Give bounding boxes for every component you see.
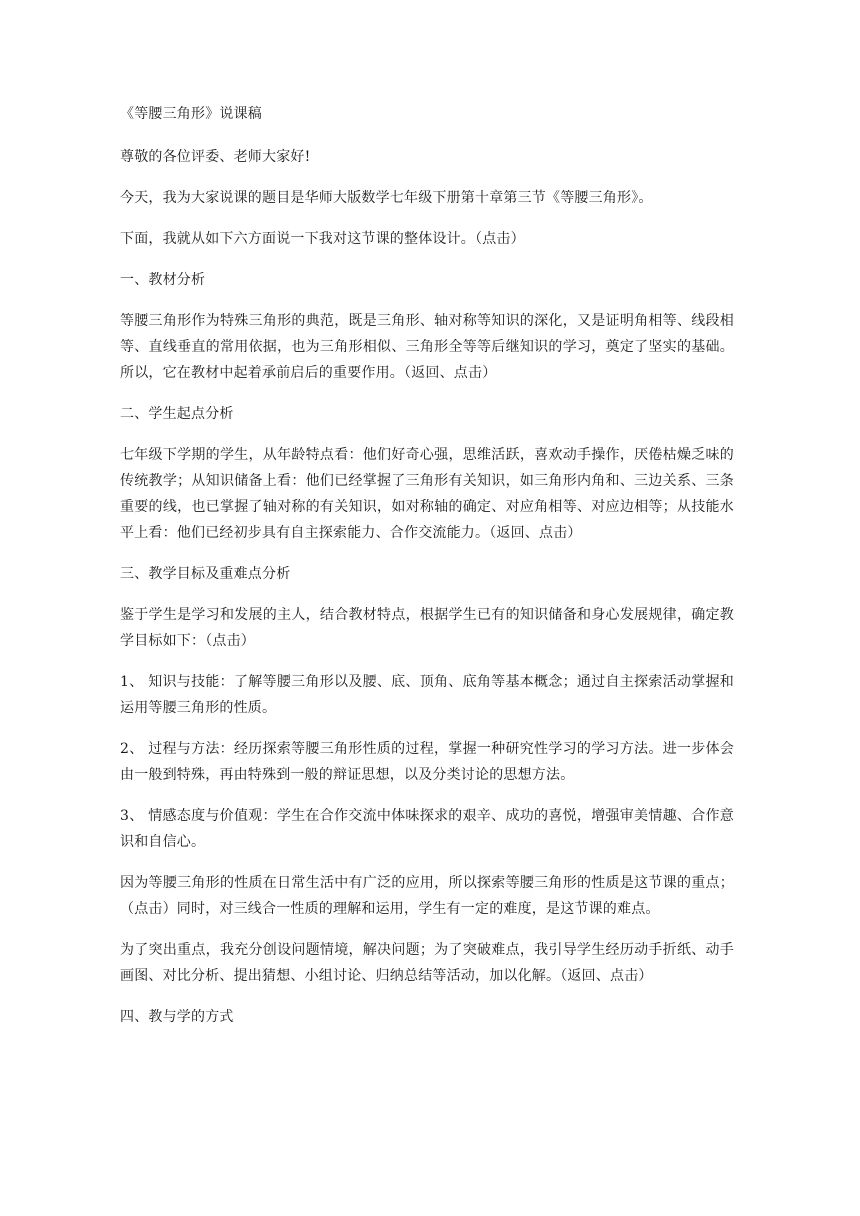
strategy-paragraph: 为了突出重点，我充分创设问题情境，解决问题；为了突破难点，我引导学生经历动手折纸、动手画图、对比分析、提出猜想、小组讨论、归纳总结等活动，加以化解。（返回、点击） xyxy=(120,942,734,984)
section-heading-student-analysis: 二、学生起点分析 xyxy=(120,406,234,422)
key-difficult-points-paragraph: 因为等腰三角形的性质在日常生活中有广泛的应用，所以探索等腰三角形的性质是这节课的重点；（点击）同时，对三线合一性质的理解和运用，学生有一定的难度，是这节课的难点。 xyxy=(120,875,734,917)
greeting-paragraph: 尊敬的各位评委、老师大家好! xyxy=(120,149,311,165)
goal-item-knowledge: 1、 知识与技能：了解等腰三角形以及腰、底、顶角、底角等基本概念；通过自主探索活动掌握和运用等腰三角形的性质。 xyxy=(120,674,734,716)
document-title: 《等腰三角形》说课稿 xyxy=(120,106,262,122)
teaching-goals-intro-paragraph: 鉴于学生是学习和发展的主人，结合教材特点，根据学生已有的知识储备和身心发展规律，确定教学目标如下：（点击） xyxy=(120,607,734,649)
outline-paragraph: 下面，我就从如下六方面说一下我对这节课的整体设计。（点击） xyxy=(120,231,525,247)
student-analysis-paragraph: 七年级下学期的学生，从年龄特点看：他们好奇心强，思维活跃，喜欢动手操作，厌倦枯燥乏味的传统教学；从知识储备上看：他们已经掌握了三角形有关知识，如三角形内角和、三边关系、三条重要的线，也已掌握了轴对称的有关知识，如对称轴的确定、对应角相等、对应边相等；从技能水平上看：他们已经初步具有自主探索能力、合作交流能力。（返回、点击） xyxy=(120,447,734,541)
section-heading-teaching-goals: 三、教学目标及重难点分析 xyxy=(120,566,291,582)
section-heading-teaching-methods: 四、教与学的方式 xyxy=(120,1009,234,1025)
textbook-analysis-paragraph: 等腰三角形作为特殊三角形的典范，既是三角形、轴对称等知识的深化，又是证明角相等、线段相等、直线垂直的常用依据，也为三角形相似、三角形全等等后继知识的学习，奠定了坚实的基础。所以，它在教材中起着承前启后的重要作用。（返回、点击） xyxy=(120,313,734,381)
topic-paragraph: 今天，我为大家说课的题目是华师大版数学七年级下册第十章第三节《等腰三角形》。 xyxy=(120,190,653,206)
section-heading-textbook-analysis: 一、教材分析 xyxy=(120,272,206,288)
document-body xyxy=(120,101,734,1045)
goal-item-process: 2、 过程与方法：经历探索等腰三角形性质的过程，掌握一种研究性学习的学习方法。进一步体会由一般到特殊，再由特殊到一般的辩证思想，以及分类讨论的思想方法。 xyxy=(120,741,734,783)
goal-item-attitude: 3、 情感态度与价值观：学生在合作交流中体味探求的艰辛、成功的喜悦，增强审美情趣、合作意识和自信心。 xyxy=(120,808,734,850)
